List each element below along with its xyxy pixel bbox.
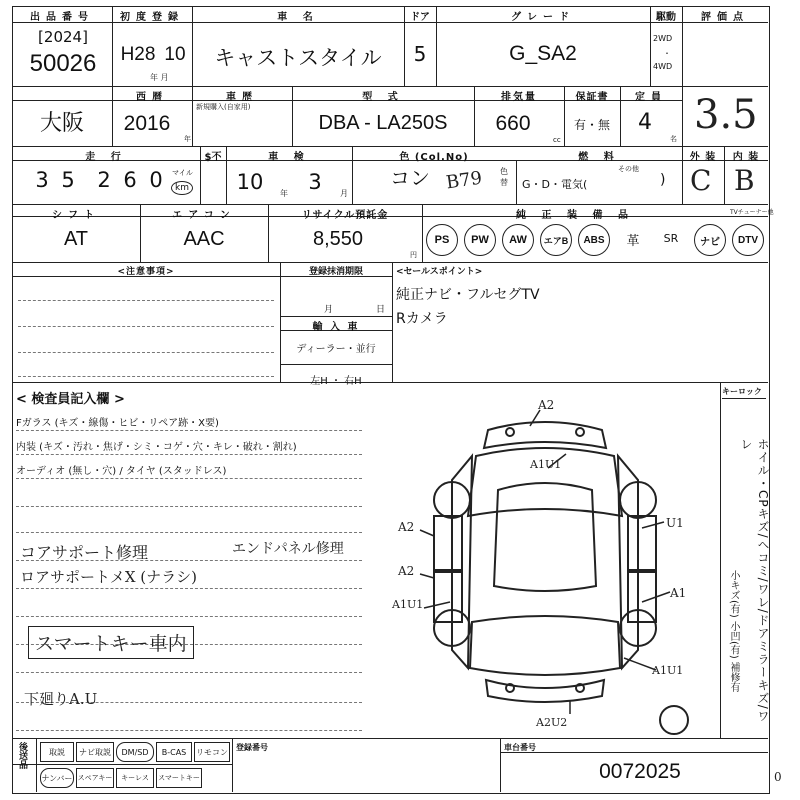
- front-bumper: [484, 422, 606, 448]
- interior-grade: B: [734, 164, 755, 197]
- interior-label: 内 装: [732, 152, 760, 163]
- plate-note: 新規購入(自家用): [196, 103, 251, 111]
- color-name: コン: [390, 166, 430, 190]
- aircon-value: AAC: [183, 228, 225, 250]
- capacity-value: 4: [638, 110, 652, 135]
- side-damage-text: ホイル・CPキズ/ヘコミ/ワレ/ドアミラーキズ/ワレ: [739, 438, 770, 723]
- item-smart-key: スマートキー: [156, 768, 202, 788]
- diagram-mark: A2: [398, 564, 415, 578]
- car-name-label: 車 名: [277, 12, 319, 23]
- grade-value: G_SA2: [509, 42, 577, 65]
- color-note: 色替: [500, 167, 508, 187]
- lot-year: [2024]: [38, 28, 88, 46]
- mileage-digit: 6: [123, 168, 137, 192]
- mileage-digit: 0: [149, 168, 163, 192]
- first-reg-label: 初度登録: [120, 12, 184, 23]
- diagram-mark: A2: [538, 398, 555, 412]
- west-year-label: 西暦: [136, 92, 168, 103]
- lot-label: 出品番号: [30, 12, 94, 23]
- left-door-front: [434, 516, 462, 570]
- plate-area-label: 車歴: [226, 92, 258, 103]
- rating-label: 評価点: [701, 12, 749, 23]
- sales-point-2: Rカメラ: [396, 311, 448, 327]
- displacement-unit: cc: [553, 136, 561, 144]
- fuel-close: ): [660, 172, 666, 188]
- equip-pw: PW: [464, 224, 496, 256]
- diagram-mark: U1: [666, 516, 684, 530]
- inspector-line-audio: オーディオ (無し・穴) / タイヤ (スタッドレス): [16, 466, 227, 477]
- doors-value: 5: [413, 42, 427, 66]
- handle-value: 左H ・ 右H: [310, 376, 362, 387]
- equip-dtv: DTV: [732, 224, 764, 256]
- equip-ps: PS: [426, 224, 458, 256]
- drive-dot: ・: [663, 49, 671, 58]
- side-damage-text-2: 小キズ(有) 小凹(有) 補修有: [728, 570, 739, 692]
- inspection-month: 3: [308, 170, 322, 194]
- mileage-digit: 3: [35, 168, 49, 192]
- drive-2wd: 2WD: [653, 34, 673, 43]
- inspection-year: 10: [236, 170, 264, 194]
- car-name: キャストスタイル: [214, 46, 382, 70]
- aircon-label: エアコン: [172, 210, 236, 221]
- equip-aw: AW: [502, 224, 534, 256]
- item-remote: リモコン: [194, 742, 230, 762]
- mileage-unit-km: km: [171, 181, 193, 195]
- sales-point-1: 純正ナビ・フルセグTV: [396, 287, 540, 303]
- diagram-mark: A2U2: [536, 716, 568, 729]
- mileage-unit-miles: マイル: [172, 169, 193, 177]
- inspection-label: 車 検: [268, 152, 310, 163]
- equip-abs: ABS: [578, 224, 610, 256]
- equip-sr: SR: [663, 232, 679, 245]
- item-manual: 取説: [40, 742, 74, 762]
- recycle-value: 8,550: [312, 228, 364, 250]
- exterior-grade: C: [690, 164, 712, 197]
- equipment-label: 純 正 装 備 品: [516, 210, 634, 221]
- equip-navi: ナビ: [694, 224, 726, 256]
- inspection-month-unit: 月: [340, 189, 348, 198]
- equip-airbag: エアB: [540, 224, 572, 256]
- reg-no-label: 登録番号: [236, 743, 268, 752]
- item-navi-manual: ナビ取説: [76, 742, 114, 762]
- item-keyless: キーレス: [116, 768, 154, 788]
- inspection-year-unit: 年: [280, 189, 288, 198]
- diagram-mark: A2: [398, 520, 415, 534]
- model-label: 型 式: [362, 92, 404, 103]
- item-number-plate: ナンバー: [40, 768, 74, 788]
- diagram-mark: A1U1: [652, 664, 684, 677]
- reg-deadline-label: 登録抹消期限: [308, 267, 363, 277]
- key-lock-label: キーロック: [722, 387, 762, 396]
- chassis-no-label: 車台番号: [504, 743, 536, 752]
- warranty-value: 有・無: [573, 118, 610, 132]
- inspector-label: < 検査員記入欄 >: [16, 392, 125, 407]
- diagram-mark: A1U1: [530, 458, 562, 471]
- capacity-label: 定員: [635, 92, 667, 103]
- color-code: B79: [444, 167, 484, 194]
- first-reg-month: 10: [164, 44, 186, 65]
- car-diagram: [380, 396, 710, 736]
- diagram-mark: A1: [670, 586, 687, 600]
- cabin: [494, 483, 596, 591]
- fuel-options: G・D・電気(: [522, 178, 588, 191]
- diagram-mark: A1U1: [392, 598, 424, 611]
- displacement-value: 660: [495, 112, 531, 135]
- drive-label: 駆動: [656, 12, 676, 23]
- rating-value: 3.5: [694, 92, 758, 138]
- west-year-value: 2016: [123, 112, 171, 135]
- capacity-unit: 名: [670, 135, 677, 143]
- mileage-label: 走 行: [85, 152, 127, 163]
- notes-label: <注意事項>: [117, 267, 175, 277]
- rear-bumper: [486, 680, 604, 702]
- color-label: 色 (Col.No): [399, 152, 469, 163]
- recycle-label: リサイクル預託金: [301, 210, 389, 221]
- meter-swap-label: $不: [204, 152, 222, 163]
- item-spare-key: スペアキー: [76, 768, 114, 788]
- corner-mark: 0: [774, 770, 782, 784]
- displacement-label: 排気量: [501, 92, 537, 103]
- item-dm-sd: DM/SD: [116, 742, 154, 762]
- note-end-panel: エンドパネル修理: [232, 541, 344, 557]
- chassis-number: 0072025: [599, 760, 681, 783]
- shift-label: シフト: [52, 210, 100, 221]
- note-undercarriage: 下廻りA.U: [24, 690, 98, 708]
- mileage-digit: 5: [61, 168, 75, 192]
- shift-value: AT: [63, 228, 89, 250]
- import-label: 輸 入 車: [312, 322, 360, 333]
- drive-4wd: 4WD: [653, 62, 673, 71]
- exterior-label: 外 装: [689, 152, 717, 163]
- recycle-unit: 円: [410, 251, 417, 259]
- inspector-line-glass: Fガラス (キズ・線傷・ヒビ・リペア跡・X要): [16, 418, 219, 429]
- fuel-label: 燃 料: [578, 152, 620, 163]
- note-core-support: コアサポート修理: [20, 543, 149, 562]
- right-door-rear: [628, 572, 656, 622]
- inspector-line-interior: 内装 (キズ・汚れ・焦げ・シミ・コゲ・穴・キレ・破れ・割れ): [16, 442, 297, 453]
- reg-deadline-day: 日: [376, 305, 386, 315]
- mileage-digit: 2: [97, 168, 111, 192]
- first-reg-unit: 年 月: [150, 73, 169, 82]
- lot-number: 50026: [29, 50, 97, 77]
- equipment-extra-label: TVチューナー他: [730, 209, 774, 216]
- spare-tire: [660, 706, 688, 734]
- warranty-label: 保証書: [575, 92, 609, 103]
- deferred-items-label: 後送品: [17, 742, 27, 769]
- equip-leather: 革: [626, 234, 640, 249]
- left-door-rear: [434, 572, 462, 622]
- item-bcas: B-CAS: [156, 742, 192, 762]
- model-value: DBA - LA250S: [318, 112, 448, 134]
- doors-label: ドア: [410, 12, 430, 23]
- right-door-front: [628, 516, 656, 570]
- dealer-value: ディーラー・並行: [296, 344, 376, 355]
- west-year-unit: 年: [184, 135, 191, 143]
- first-reg-era: H28: [120, 44, 156, 65]
- rear-deck: [470, 616, 620, 675]
- note-smart-key: スマートキー車内: [28, 626, 194, 659]
- grade-label: グレード: [511, 12, 575, 23]
- reg-deadline-month: 月: [324, 305, 334, 315]
- fuel-other-label: その他: [618, 165, 639, 173]
- note-lower-support: ロアサポートメX (ナラシ): [20, 568, 198, 586]
- sales-points-label: <セールスポイント>: [396, 267, 483, 277]
- region: 大阪: [39, 111, 84, 136]
